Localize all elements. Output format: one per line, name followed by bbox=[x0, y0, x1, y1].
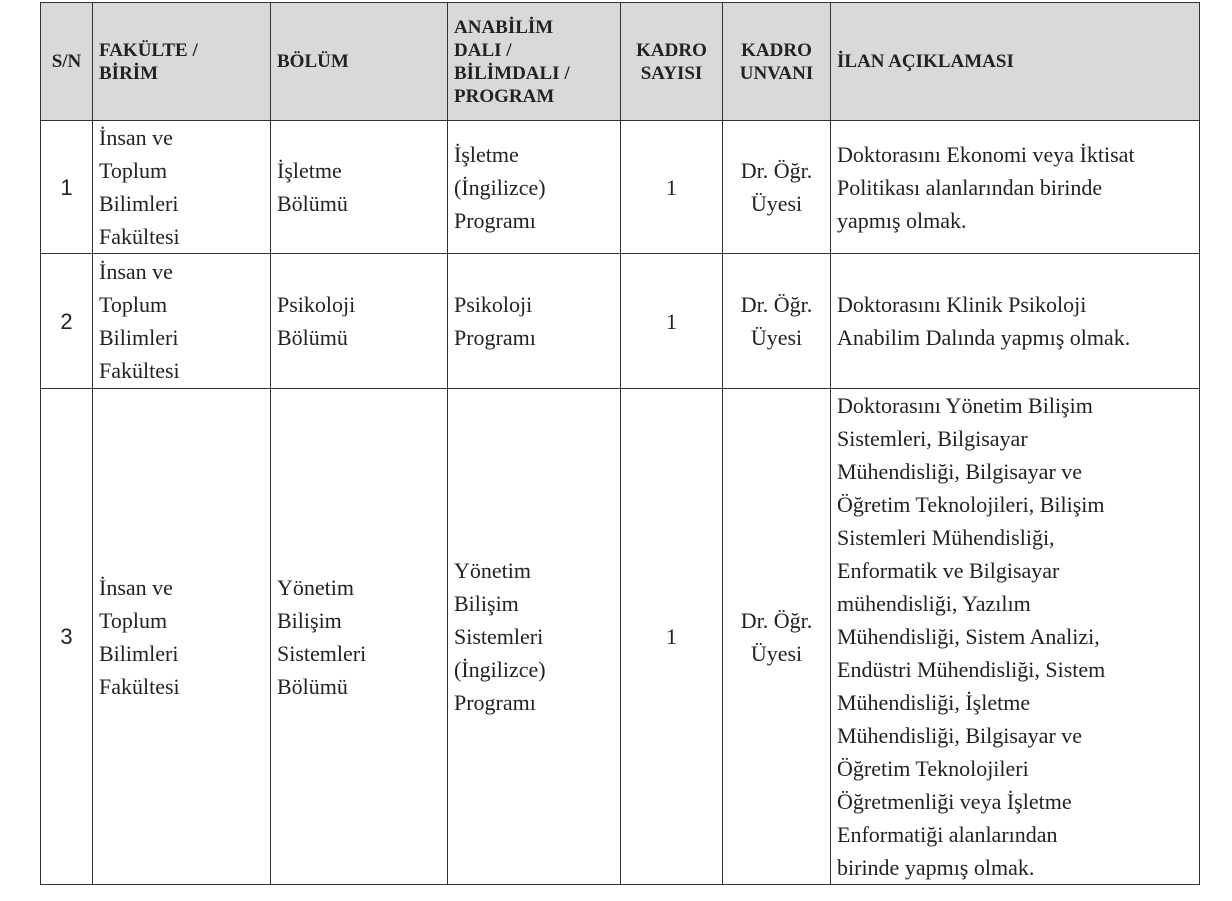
cell-bolum: İşletme Bölümü bbox=[271, 121, 448, 254]
header-bolum: BÖLÜM bbox=[271, 3, 448, 121]
cell-fakulte: İnsan ve Toplum Bilimleri Fakültesi bbox=[93, 389, 271, 885]
cell-program: Yönetim Bilişim Sistemleri (İngilizce) Programı bbox=[448, 389, 621, 885]
cell-program: Psikoloji Programı bbox=[448, 254, 621, 389]
header-fakulte: FAKÜLTE / BİRİM bbox=[93, 3, 271, 121]
cell-fakulte: İnsan ve Toplum Bilimleri Fakültesi bbox=[93, 254, 271, 389]
cell-kadro-sayisi: 1 bbox=[621, 254, 723, 389]
header-kadro-sayisi: KADRO SAYISI bbox=[621, 3, 723, 121]
header-ilan-aciklamasi: İLAN AÇIKLAMASI bbox=[831, 3, 1200, 121]
cell-sn: 3 bbox=[41, 389, 93, 885]
cell-kadro-sayisi: 1 bbox=[621, 389, 723, 885]
cell-sn: 2 bbox=[41, 254, 93, 389]
table-row bbox=[41, 121, 1200, 254]
table-row bbox=[41, 254, 1200, 389]
header-sn: S/N bbox=[41, 3, 93, 121]
cell-program: İşletme (İngilizce) Programı bbox=[448, 121, 621, 254]
cell-aciklama: Doktorasını Klinik Psikoloji Anabilim Dalında yapmış olmak. bbox=[831, 254, 1200, 389]
header-kadro-unvani: KADRO UNVANI bbox=[723, 3, 831, 121]
cell-bolum: Yönetim Bilişim Sistemleri Bölümü bbox=[271, 389, 448, 885]
cell-bolum: Psikoloji Bölümü bbox=[271, 254, 448, 389]
cell-kadro-unvani: Dr. Öğr. Üyesi bbox=[723, 389, 831, 885]
cell-kadro-sayisi: 1 bbox=[621, 121, 723, 254]
header-row bbox=[41, 3, 1200, 121]
cell-kadro-unvani: Dr. Öğr. Üyesi bbox=[723, 254, 831, 389]
table-row bbox=[41, 389, 1200, 885]
cell-fakulte: İnsan ve Toplum Bilimleri Fakültesi bbox=[93, 121, 271, 254]
header-program: ANABİLİM DALI / BİLİMDALI / PROGRAM bbox=[448, 3, 621, 121]
cell-sn: 1 bbox=[41, 121, 93, 254]
cell-aciklama: Doktorasını Yönetim Bilişim Sistemleri, Bilgisayar Mühendisliği, Bilgisayar ve Öğretim Teknolojileri, Bilişim Sistemleri Mühendisliği, Enformatik ve Bilgisayar mühendisliği, Yazılım Mühendisliği, Sistem Analizi, Endüstri Mühendisliği, Sistem Mühendisliği, İşletme Mühendisliği, Bilgisayar ve Öğretim Teknolojileri Öğretmenliği veya İşletme Enformatiği alanlarından birinde yapmış olmak. bbox=[831, 389, 1200, 885]
cell-kadro-unvani: Dr. Öğr. Üyesi bbox=[723, 121, 831, 254]
job-postings-table bbox=[40, 2, 1200, 885]
cell-aciklama: Doktorasını Ekonomi veya İktisat Politikası alanlarından birinde yapmış olmak. bbox=[831, 121, 1200, 254]
